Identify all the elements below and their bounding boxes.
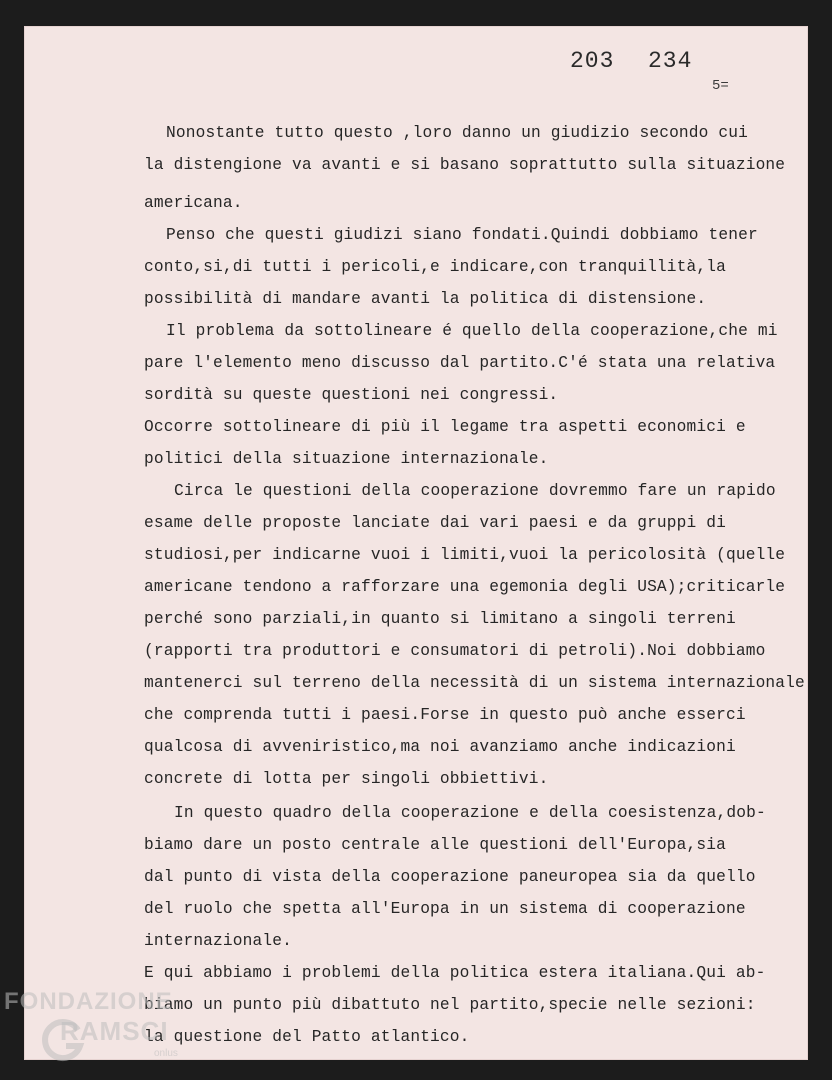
text-line: che comprenda tutti i paesi.Forse in questo può anche esserci xyxy=(144,706,746,724)
text-line: Occorre sottolineare di più il legame tra aspetti economici e xyxy=(144,418,746,436)
watermark-line1: FONDAZIONE xyxy=(4,988,173,1015)
text-line: In questo quadro della cooperazione e della coesistenza,dob- xyxy=(174,804,766,822)
text-line: la distengione va avanti e si basano soprattutto sulla situazione xyxy=(144,156,786,174)
watermark-line2: RAMSCI xyxy=(60,1016,169,1046)
text-line: studiosi,per indicarne vuoi i limiti,vuoi la pericolosità (quelle xyxy=(144,546,786,564)
text-line: politici della situazione internazionale. xyxy=(144,450,549,468)
text-line: Nonostante tutto questo ,loro danno un giudizio secondo cui xyxy=(166,124,748,142)
text-line: del ruolo che spetta all'Europa in un sistema di cooperazione xyxy=(144,900,746,918)
text-line: la questione del Patto atlantico. xyxy=(144,1028,470,1046)
archive-number-primary: 203 xyxy=(570,48,615,74)
fondazione-gramsci-watermark xyxy=(4,986,214,1076)
text-line: sordità su queste questioni nei congressi. xyxy=(144,386,559,404)
text-line: Il problema da sottolineare é quello della cooperazione,che mi xyxy=(166,322,778,340)
text-line: internazionale. xyxy=(144,932,292,950)
text-line: esame delle proposte lanciate dai vari paesi e da gruppi di xyxy=(144,514,726,532)
watermark-suffix: onlus xyxy=(154,1048,178,1059)
text-line: dal punto di vista della cooperazione paneuropea sia da quello xyxy=(144,868,756,886)
document-page xyxy=(24,26,808,1060)
text-line: mantenerci sul terreno della necessità di un sistema internazionale xyxy=(144,674,805,692)
text-line: perché sono parziali,in quanto si limitano a singoli terreni xyxy=(144,610,736,628)
text-line: concrete di lotta per singoli obbiettivi. xyxy=(144,770,549,788)
text-line: (rapporti tra produttori e consumatori di petroli).Noi dobbiamo xyxy=(144,642,766,660)
text-line: Penso che questi giudizi siano fondati.Quindi dobbiamo tener xyxy=(166,226,758,244)
text-line: americane tendono a rafforzare una egemonia degli USA);criticarle xyxy=(144,578,786,596)
text-line: pare l'elemento meno discusso dal partito.C'é stata una relativa xyxy=(144,354,776,372)
text-line: E qui abbiamo i problemi della politica estera italiana.Qui ab- xyxy=(144,964,766,982)
text-line: biamo dare un posto centrale alle questioni dell'Europa,sia xyxy=(144,836,726,854)
text-line: possibilità di mandare avanti la politica di distensione. xyxy=(144,290,707,308)
text-line: americana. xyxy=(144,194,243,212)
text-line: conto,si,di tutti i pericoli,e indicare,con tranquillità,la xyxy=(144,258,726,276)
text-line: biamo un punto più dibattuto nel partito,specie nelle sezioni: xyxy=(144,996,756,1014)
page-marker: 5= xyxy=(712,78,729,94)
text-line: qualcosa di avveniristico,ma noi avanziamo anche indicazioni xyxy=(144,738,736,756)
text-line: Circa le questioni della cooperazione dovremmo fare un rapido xyxy=(174,482,776,500)
archive-number-secondary: 234 xyxy=(648,48,693,74)
